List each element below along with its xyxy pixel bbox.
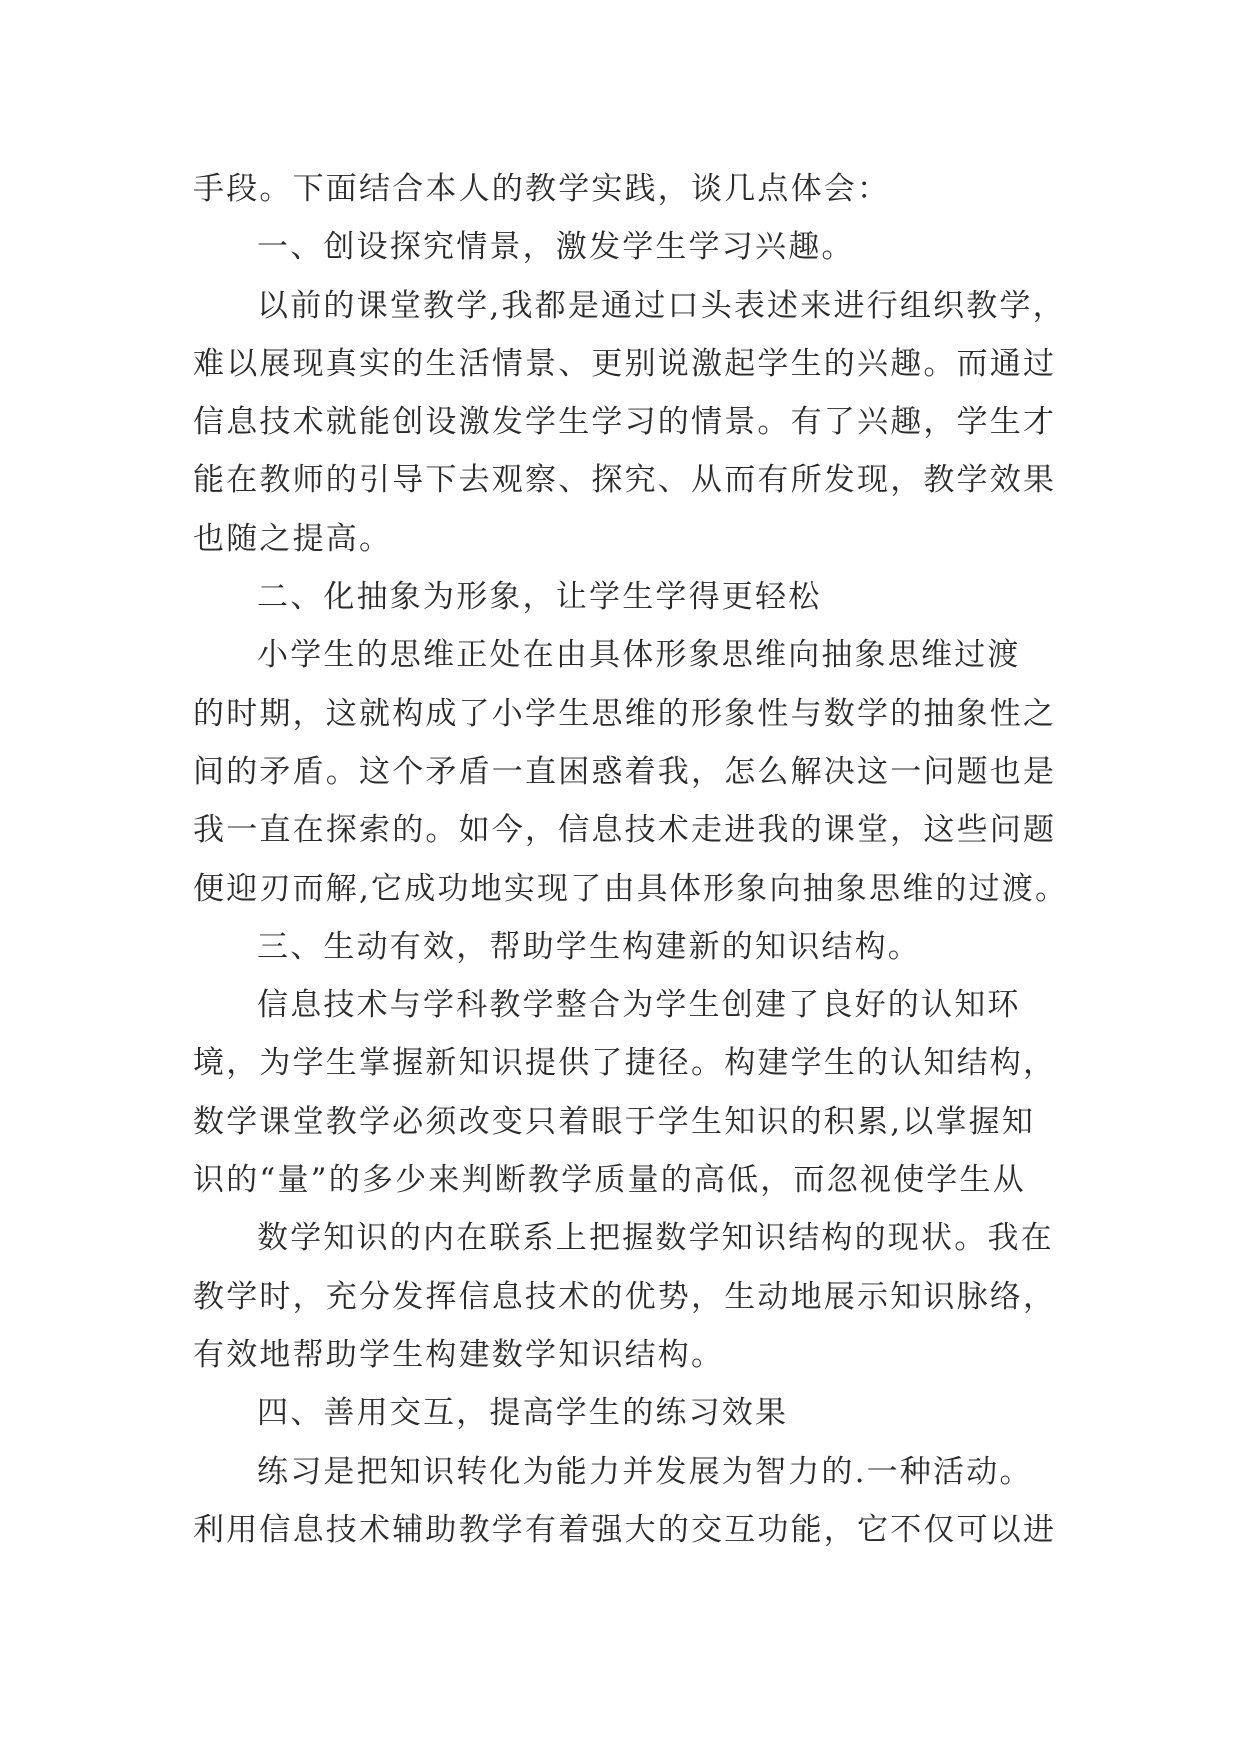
text-line: 也随之提高。	[193, 520, 393, 557]
text-line: 有效地帮助学生构建数学知识结构。	[193, 1336, 725, 1373]
text-line: 以前的课堂教学,我都是通过口头表述来进行组织教学，	[257, 287, 1066, 324]
text-line: 二、化抽象为形象，让学生学得更轻松	[257, 579, 822, 616]
text-line: 识的“量”的多少来判断教学质量的高低，而忽视使学生从	[193, 1162, 1026, 1199]
text-line: 信息技术就能创设激发学生学习的情景。有了兴趣，学生才	[193, 404, 1057, 441]
text-line: 难以展现真实的生活情景、更别说激起学生的兴趣。而通过	[193, 345, 1057, 382]
text-line: 数学课堂教学必须改变只着眼于学生知识的积累,以掌握知	[193, 1103, 1036, 1140]
text-line: 间的矛盾。这个矛盾一直困惑着我，怎么解决这一问题也是	[193, 753, 1057, 790]
text-line: 教学时，充分发挥信息技术的优势，生动地展示知识脉络，	[193, 1278, 1057, 1315]
text-line: 一、创设探究情景，激发学生学习兴趣。	[257, 229, 855, 266]
text-line: 的时期，这就构成了小学生思维的形象性与数学的抽象性之	[193, 695, 1057, 732]
text-line: 数学知识的内在联系上把握数学知识结构的现状。我在	[257, 1220, 1054, 1257]
text-line: 手段。下面结合本人的教学实践，谈几点体会：	[193, 171, 891, 207]
text-line: 利用信息技术辅助教学有着强大的交互功能，它不仅可以进	[193, 1511, 1057, 1548]
text-line: 境，为学生掌握新知识提供了捷径。构建学生的认知结构，	[193, 1045, 1057, 1082]
text-line: 便迎刃而解,它成功地实现了由具体形象向抽象思维的过渡。	[193, 870, 1069, 907]
text-line: 能在教师的引导下去观察、探究、从而有所发现，教学效果	[193, 462, 1057, 499]
text-line: 我一直在探索的。如今，信息技术走进我的课堂，这些问题	[193, 812, 1057, 849]
text-line: 信息技术与学科教学整合为学生创建了良好的认知环	[257, 987, 1021, 1024]
document-body	[193, 160, 1073, 1559]
text-line: 四、善用交互，提高学生的练习效果	[257, 1395, 789, 1432]
text-line: 三、生动有效，帮助学生构建新的知识结构。	[257, 928, 921, 965]
text-line: 练习是把知识转化为能力并发展为智力的.一种活动。	[257, 1453, 1033, 1490]
text-line: 小学生的思维正处在由具体形象思维向抽象思维过渡	[257, 637, 1021, 674]
